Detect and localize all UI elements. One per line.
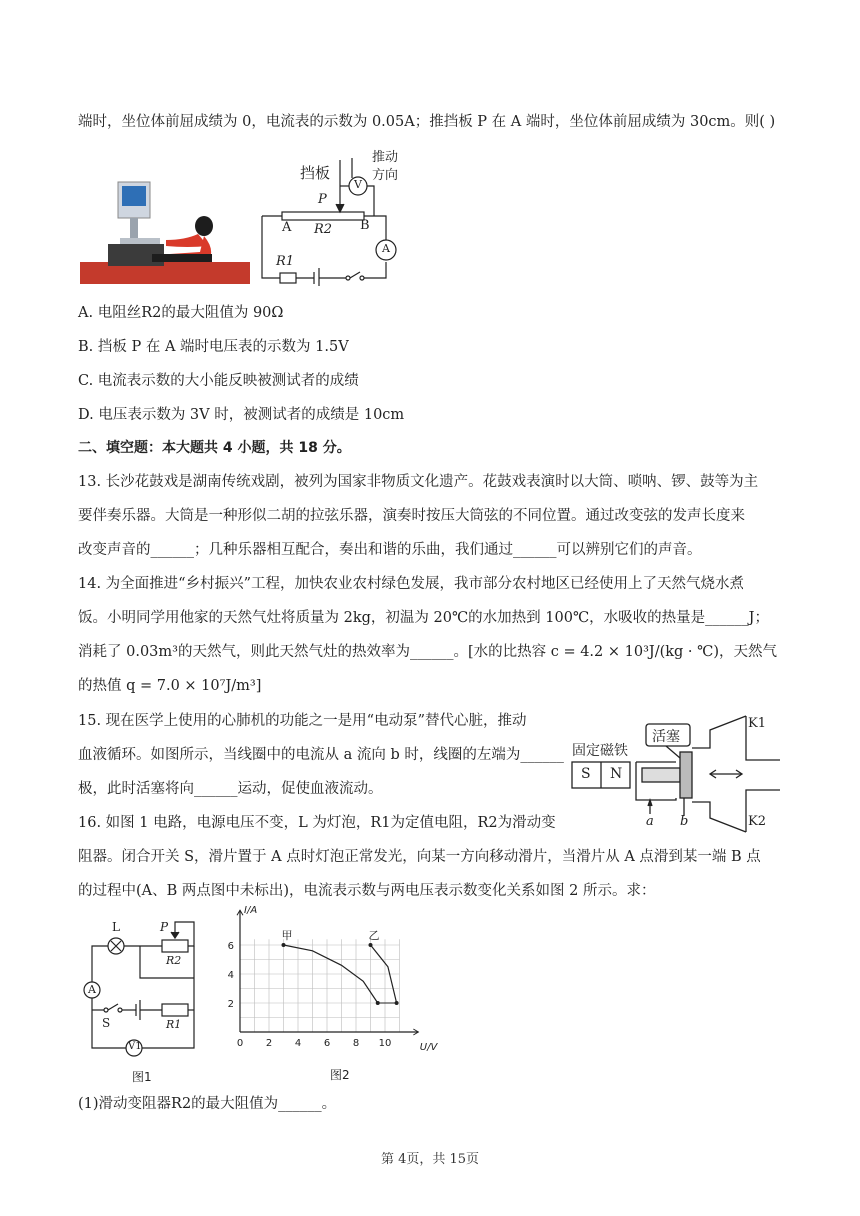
- q16-line-3: 的过程中(A、B 两点图中未标出)，电流表示数与两电压表示数变化关系如图 2 所示。求：: [78, 883, 656, 899]
- q15-line-3: 极，此时活塞将向______运动，促使血液流动。: [78, 781, 383, 797]
- q16-line-2: 阻器。闭合开关 S，滑片置于 A 点时灯泡正常发光，向某一方向移动滑片，当滑片从 A 点滑到某一端 B 点: [78, 849, 761, 865]
- y-tick-label: 2: [227, 999, 234, 1010]
- chart-caption: 图2: [330, 1068, 350, 1082]
- option-c: C. 电流表示数的大小能反映被测试者的成绩: [78, 373, 359, 389]
- push-label-2: 方向: [372, 168, 399, 183]
- ammeter-fig1: A: [88, 983, 96, 996]
- baffle-label: 挡板: [300, 164, 331, 182]
- y-axis-label: I/A: [244, 905, 258, 917]
- q13-line-2: 要伴奏乐器。大筒是一种形似二胡的拉弦乐器，演奏时按压大筒弦的不同位置。通过改变弦的发声长度来: [78, 508, 745, 524]
- figure-1-circuit: [78, 916, 208, 1086]
- pole-S: S: [581, 766, 591, 782]
- magnet-label: 固定磁铁: [572, 743, 628, 759]
- data-point: [282, 943, 286, 947]
- q14-line-2: 饭。小明同学用他家的天然气灶将质量为 2kg，初温为 20℃的水加热到 100℃，水吸收的热量是______J；: [78, 610, 769, 626]
- pump-diagram: [570, 712, 782, 834]
- page-footer: 第 4页，共 15页: [380, 1152, 480, 1167]
- label-K1: K1: [748, 716, 766, 731]
- q14-line-4: 的热值 q = 7.0 × 10⁷J/m³]: [78, 678, 262, 694]
- section-heading: 二、填空题：本大题共 4 小题，共 18 分。: [78, 440, 351, 456]
- data-point: [369, 943, 373, 947]
- option-d: D. 电压表示数为 3V 时，被测试者的成绩是 10cm: [78, 407, 405, 423]
- label-R2: R2: [314, 222, 333, 237]
- push-label-1: 推动: [372, 150, 399, 165]
- x-axis-label: U/V: [419, 1042, 438, 1053]
- label-a: a: [646, 814, 654, 829]
- voltmeter-V: V: [354, 178, 362, 191]
- q13-line-3: 改变声音的______；几种乐器相互配合，奏出和谐的乐曲，我们通过______可以辨别它们的声音。: [78, 542, 702, 558]
- x-tick-label: 8: [352, 1038, 360, 1049]
- x-tick-label: 2: [265, 1038, 273, 1049]
- q15-line-1: 15. 现在医学上使用的心肺机的功能之一是用“电动泵”替代心脏，推动: [78, 713, 527, 729]
- figure-2-chart: [222, 900, 452, 1084]
- option-b: B. 挡板 P 在 A 端时电压表的示数为 1.5V: [78, 339, 349, 355]
- label-R1: R1: [276, 254, 295, 269]
- label-B: B: [360, 218, 370, 233]
- lamp-L: L: [112, 920, 120, 934]
- series-label: 乙: [368, 929, 380, 942]
- option-a: A. 电阻丝R2的最大阻值为 90Ω: [78, 305, 284, 321]
- label-K2: K2: [748, 814, 766, 829]
- q14-line-1: 14. 为全面推进“乡村振兴”工程，加快农业农村绿色发展，我市部分农村地区已经使用上了天然气烧水煮: [78, 576, 744, 592]
- label-b: b: [680, 814, 689, 829]
- label-P: P: [318, 192, 327, 207]
- series-label: 甲: [281, 929, 293, 942]
- sit-and-reach-photo: [80, 178, 250, 284]
- y-tick-label: 4: [227, 970, 234, 981]
- figure-1-caption: 图1: [132, 1070, 152, 1084]
- q15-line-2: 血液循环。如图所示，当线圈中的电流从 a 流向 b 时，线圈的左端为______: [78, 747, 564, 763]
- q14-line-3: 消耗了 0.03m³的天然气，则此天然气灶的热效率为______。[水的比热容 c = 4.2 × 10³J/(kg · ℃)，天然气: [78, 644, 778, 660]
- x-tick-label: 6: [323, 1038, 331, 1049]
- switch-S: S: [102, 1016, 111, 1030]
- iu-chart-svg: [222, 900, 452, 1060]
- label-A: A: [282, 220, 292, 235]
- q12-stem-tail: 端时，坐位体前屈成绩为 0，电流表的示数为 0.05A；推挡板 P 在 A 端时，坐位体前屈成绩为 30cm。则( ): [78, 114, 776, 130]
- x-tick-label: 0: [236, 1038, 244, 1049]
- piston-label: 活塞: [652, 729, 680, 745]
- voltmeter-V1: V1: [128, 1041, 142, 1052]
- q16-sub-1: (1)滑动变阻器R2的最大阻值为______。: [78, 1096, 337, 1112]
- x-tick-label: 4: [294, 1038, 302, 1049]
- q12-circuit-diagram: [256, 140, 406, 286]
- ammeter-A: A: [382, 242, 390, 255]
- pole-N: N: [610, 766, 623, 782]
- label-R1-fig1: R1: [166, 1018, 182, 1031]
- slider-P: P: [160, 920, 169, 934]
- y-tick-label: 6: [227, 941, 234, 952]
- q16-line-1: 16. 如图 1 电路，电源电压不变，L 为灯泡，R1为定值电阻，R2为滑动变: [78, 815, 556, 831]
- label-R2-fig1: R2: [166, 954, 182, 967]
- x-tick-label: 10: [378, 1038, 392, 1049]
- q13-line-1: 13. 长沙花鼓戏是湖南传统戏剧，被列为国家非物质文化遗产。花鼓戏表演时以大筒、唢呐、锣、鼓等为主: [78, 474, 759, 490]
